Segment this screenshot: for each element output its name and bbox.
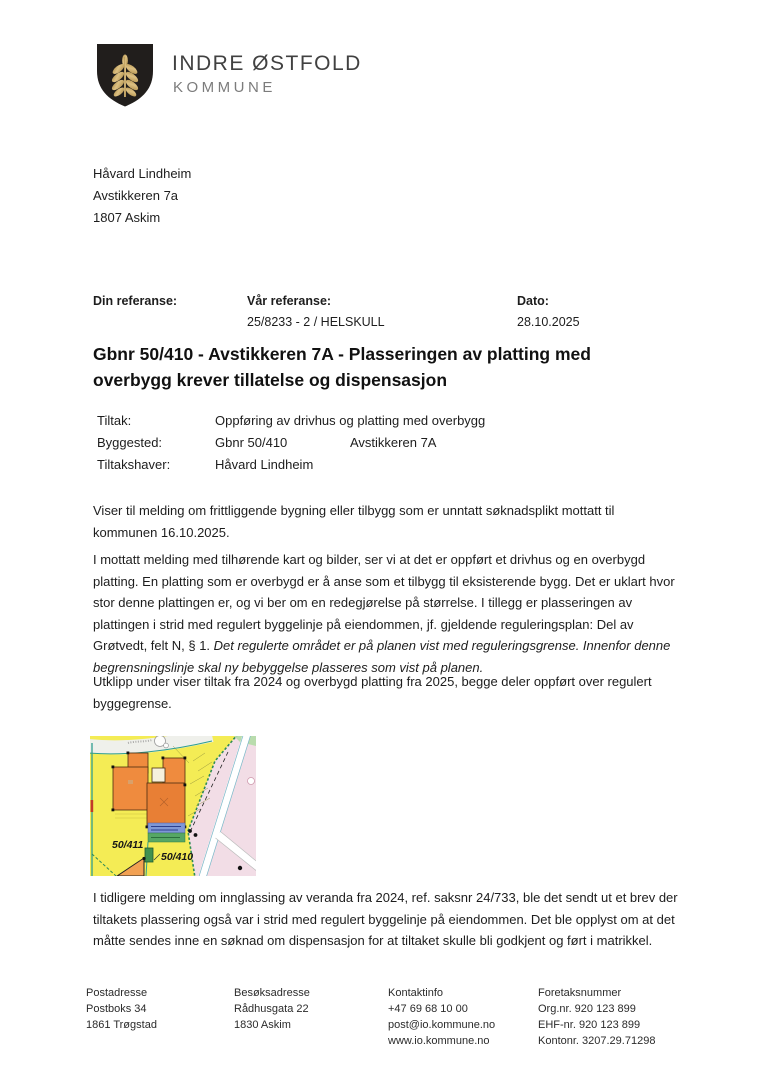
date-value: 28.10.2025	[517, 315, 580, 329]
footer-line: Kontonr. 3207.29.71298	[538, 1035, 656, 1047]
case-row-tiltakshaver	[97, 454, 485, 476]
case-info-table	[97, 410, 485, 476]
org-name: INDRE ØSTFOLD	[172, 52, 362, 75]
case-label: Tiltak:	[97, 413, 132, 428]
footer-line: Rådhusgata 22	[234, 1003, 309, 1015]
case-label: Tiltakshaver:	[97, 457, 171, 472]
footer	[0, 985, 764, 1055]
footer-line: Org.nr. 920 123 899	[538, 1003, 636, 1015]
footer-line: Postboks 34	[86, 1003, 147, 1015]
paragraph-assessment	[93, 549, 685, 678]
your-reference	[93, 291, 177, 312]
footer-line: 1830 Askim	[234, 1019, 291, 1031]
map-annotation-strips	[148, 823, 185, 842]
paragraph-map-caption: Utklipp under viser tiltak fra 2024 og overbygd platting fra 2025, begge deler oppført over regulert byggegrense.	[93, 674, 652, 711]
footer-col-title: Kontaktinfo	[388, 987, 444, 999]
recipient-street: Avstikkeren 7a	[93, 188, 179, 203]
our-reference-label: Vår referanse:	[247, 294, 332, 308]
case-label: Byggested:	[97, 435, 163, 450]
your-reference-label: Din referanse:	[93, 294, 178, 308]
footer-postal-address	[86, 985, 157, 1033]
cadastral-map-image	[90, 736, 256, 876]
document-title: Gbnr 50/410 - Avstikkeren 7A - Plasseringen av platting med overbygg krever tillatelse og dispensasjon	[93, 344, 591, 390]
org-subname: KOMMUNE	[173, 79, 276, 96]
footer-line: 1861 Trøgstad	[86, 1019, 157, 1031]
footer-col-title: Foretaksnummer	[538, 987, 622, 999]
recipient-name: Håvard Lindheim	[93, 166, 192, 181]
map-figure	[90, 736, 256, 876]
our-reference-value: 25/8233 - 2 / HELSKULL	[247, 315, 385, 329]
footer-line: +47 69 68 10 00	[388, 1003, 468, 1015]
case-value: Håvard Lindheim	[215, 457, 314, 472]
case-value: Oppføring av drivhus og platting med overbygg	[215, 413, 486, 428]
footer-col-title: Postadresse	[86, 987, 148, 999]
paragraph-previous-case: I tidligere melding om innglassing av veranda fra 2024, ref. saksnr 24/733, ble det sendt ut et brev der tiltakets plassering også var i strid med regulert byggelinje på eiendommen. Det ble opplyst om at det måtte sendes inne en søknad om dispensasjon for at tiltaket skulle bli godkjent og ført i matrikkel.	[93, 890, 678, 948]
footer-col-title: Besøksadresse	[234, 987, 310, 999]
footer-visit-address	[234, 985, 310, 1033]
footer-contact-info	[388, 985, 495, 1049]
paragraph-intro: Viser til melding om frittliggende bygning eller tilbygg som er unntatt søknadsplikt mottatt til kommunen 16.10.2025.	[93, 503, 615, 540]
date-block	[517, 291, 580, 333]
case-row-byggested	[97, 432, 485, 454]
footer-company-numbers	[538, 985, 655, 1049]
case-value2: Avstikkeren 7A	[350, 435, 437, 450]
parcel-50-410-label: 50/410	[161, 851, 194, 863]
date-label: Dato:	[517, 294, 549, 308]
recipient-address-block	[93, 163, 191, 229]
footer-line: EHF-nr. 920 123 899	[538, 1019, 641, 1031]
footer-email: post@io.kommune.no	[388, 1019, 496, 1031]
municipality-logo	[92, 41, 158, 109]
our-reference	[247, 291, 385, 333]
parcel-50-411-label: 50/411	[112, 839, 144, 851]
case-row-tiltak	[97, 410, 485, 432]
footer-website: www.io.kommune.no	[388, 1035, 490, 1047]
paragraph-assessment-quote: Det regulerte området er på planen vist med reguleringsgrense. Innenfor denne begrensningslinje skal ny bebyggelse plasseres som vist på planen.	[93, 638, 671, 675]
paragraph-assessment-normal: I mottatt melding med tilhørende kart og bilder, ser vi at det er oppført et drivhus og en overbygd platting. En platting som er overbygd er å anse som et tilbygg til eksisterende bygg. Det er uklart hvor stor denne plattingen er, og vi ber om en redegjørelse på størrelse. I tillegg er plasseringen av plattingen i strid med regulert byggelinje på eiendommen, jf. gjeldende reguleringsplan: Del av Grøtvedt, felt N, § 1.	[93, 552, 675, 653]
recipient-postal: 1807 Askim	[93, 210, 161, 225]
case-value: Gbnr 50/410	[215, 435, 288, 450]
shield-wheat-icon	[92, 41, 158, 109]
